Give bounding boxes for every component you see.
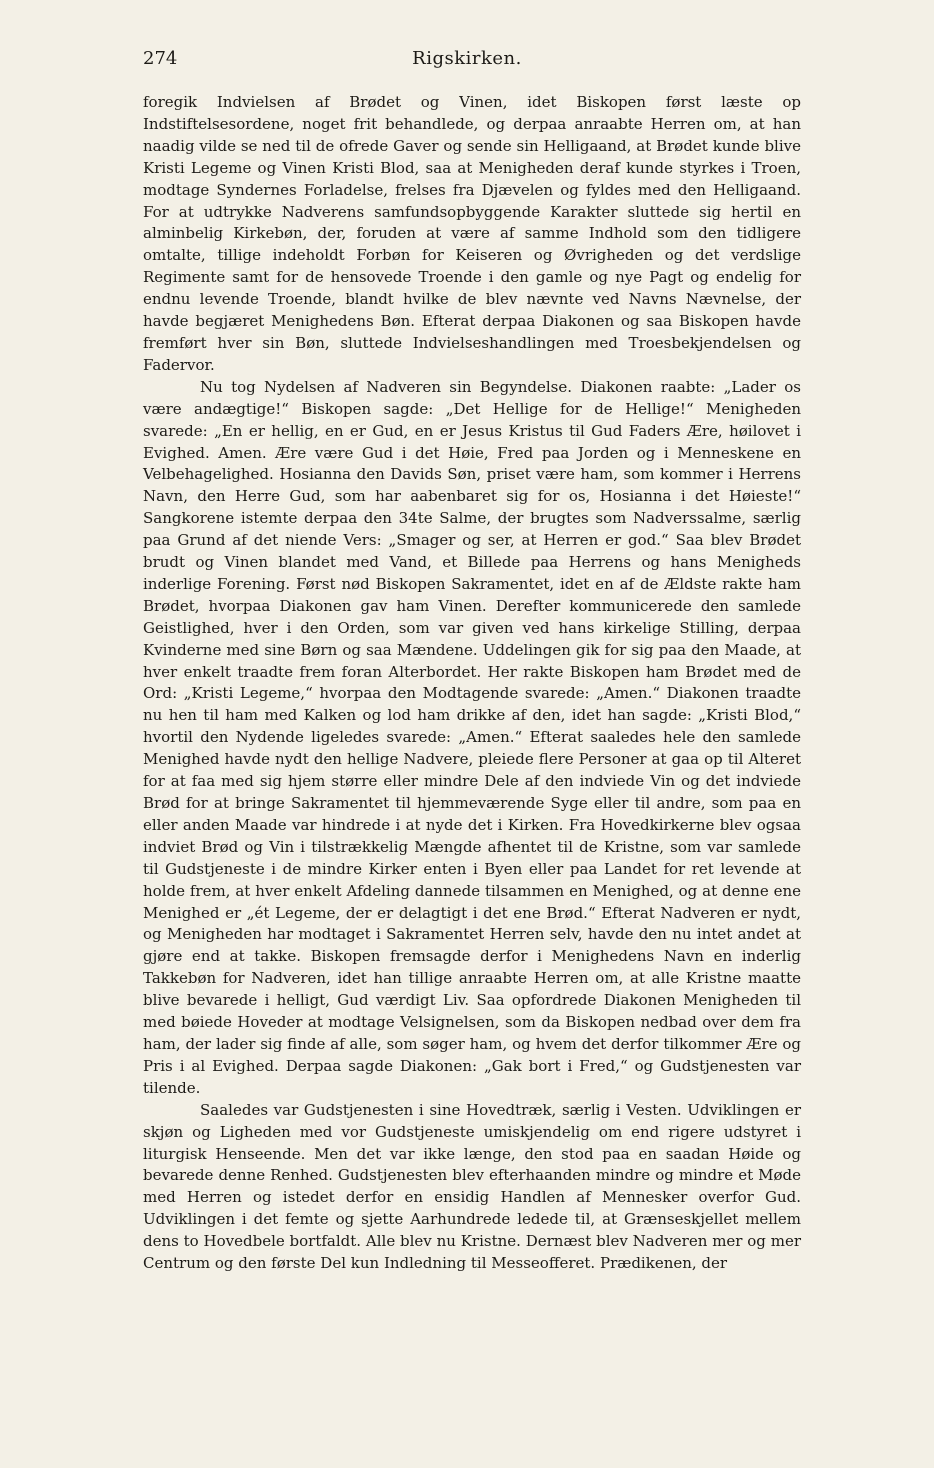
page-header xyxy=(143,48,791,78)
paragraph-3: Saaledes var Gudstjenesten i sine Hovedtræk, særlig i Vesten. Udviklingen er skjøn og Ligheden med vor Gudstjeneste umiskjendelig om end rigere udstyret i liturgisk Henseende. Men det var ikke længe, den stod paa en saadan Høide og bevarede denne Renhed. Gudstjenesten blev efterhaanden mindre og mindre et Møde med Herren og istedet derfor en ensidig Handlen af Mennesker overfor Gud. Udviklingen i det femte og sjette Aarhundrede ledede til, at Grænseskjellet mellem dens to Hovedbele bortfaldt. Alle blev nu Kristne. Dernæst blev Nadveren mer og mer Centrum og den første Del kun Indledning til Messeofferet. Prædikenen, der xyxy=(143,1100,801,1273)
running-head: Rigskirken. xyxy=(412,48,522,69)
paragraph-2: Nu tog Nydelsen af Nadveren sin Begyndelse. Diakonen raabte: „Lader os være andægtige!“ Biskopen sagde: „Det Hellige for de Hellige!“ Menigheden svarede: „En er hellig, en er Gud, en er Jesus Kristus til Gud Faders Ære, høilovet i Evighed. Amen. Ære være Gud i det Høie, Fred paa Jorden og i Menneskene en Velbehagelighed. Hosianna den Davids Søn, priset være ham, som kommer i Herrens Navn, den Herre Gud, som har aabenbaret sig for os, Hosianna i det Høieste!“ Sangkorene istemte derpaa den 34te Salme, der brugtes som Nadverssalme, særlig paa Grund af det niende Vers: „Smager og ser, at Herren er god.“ Saa blev Brødet brudt og Vinen blandet med Vand, et Billede paa Herrens og hans Menigheds inderlige Forening. Først nød Biskopen Sakramentet, idet en af de Ældste rakte ham Brødet, hvorpaa Diakonen gav ham Vinen. Derefter kommunicerede den samlede Geistlighed, hver i den Orden, som var given ved hans kirkelige Stilling, derpaa Kvinderne med sine Børn og saa Mændene. Uddelingen gik for sig paa den Maade, at hver enkelt traadte frem foran Alterbordet. Her rakte Biskopen ham Brødet med de Ord: „Kristi Legeme,“ hvorpaa den Modtagende svarede: „Amen.“ Diakonen traadte nu hen til ham med Kalken og lod ham drikke af den, idet han sagde: „Kristi Blod,“ hvortil den Nydende ligeledes svarede: „Amen.“ Efterat saaledes hele den samlede Menighed havde nydt den hellige Nadvere, pleiede flere Personer at gaa op til Alteret for at faa med sig hjem større eller mindre Dele af den indviede Vin og det indviede Brød for at bringe Sakramentet til hjemmeværende Syge eller til andre, som paa en eller anden Maade var hindrede i at nyde det i Kirken. Fra Hovedkirkerne blev ogsaa indviet Brød og Vin i tilstrækkelig Mængde afhentet til de Kristne, som var samlede til Gudstjeneste i de mindre Kirker enten i Byen eller paa Landet for ret levende at holde frem, at hver enkelt Afdeling dannede tilsammen en Menighed, og at denne ene Menighed er „ét Legeme, der er delagtigt i det ene Brød.“ Efterat Nadveren er nydt, og Menigheden har modtaget i Sakramentet Herren selv, havde den nu intet andet at gjøre end at takke. Biskopen fremsagde derfor i Menighedens Navn en inderlig Takkebøn for Nadveren, idet han tillige anraabte Herren om, at alle Kristne maatte blive bevarede i helligt, Gud værdigt Liv. Saa opfordrede Diakonen Menigheden til med bøiede Hoveder at modtage Velsignelsen, som da Biskopen nedbad over dem fra ham, der lader sig finde af alle, som søger ham, og hvem det derfor tilkommer Ære og Pris i al Evighed. Derpaa sagde Diakonen: „Gak bort i Fred,“ og Gudstjenesten var tilende. xyxy=(143,377,801,1097)
page-number: 274 xyxy=(143,48,178,69)
body-text xyxy=(143,92,801,1275)
paragraph-1: foregik Indvielsen af Brødet og Vinen, idet Biskopen først læste op Indstiftelsesordene, noget frit behandlede, og derpaa anraabte Herren om, at han naadig vilde se ned til de ofrede Gaver og sende sin Helligaand, at Brødet kunde blive Kristi Legeme og Vinen Kristi Blod, saa at Menigheden deraf kunde styrkes i Troen, modtage Syndernes Forladelse, frelses fra Djævelen og fyldes med den Helligaand. For at udtrykke Nadverens samfundsopbyggende Karakter sluttede sig hertil en alminbelig Kirkebøn, der, foruden at være af samme Indhold som den tidligere omtalte, tillige indeholdt Forbøn for Keiseren og Øvrigheden og det verdslige Regimente samt for de hensovede Troende i den gamle og nye Pagt og endelig for endnu levende Troende, blandt hvilke de blev nævnte ved Navns Nævnelse, der havde begjæret Menighedens Bøn. Efterat derpaa Diakonen og saa Biskopen havde fremført hver sin Bøn, sluttede Indvielseshandlingen med Troesbekjendelsen og Fadervor. xyxy=(143,93,801,374)
